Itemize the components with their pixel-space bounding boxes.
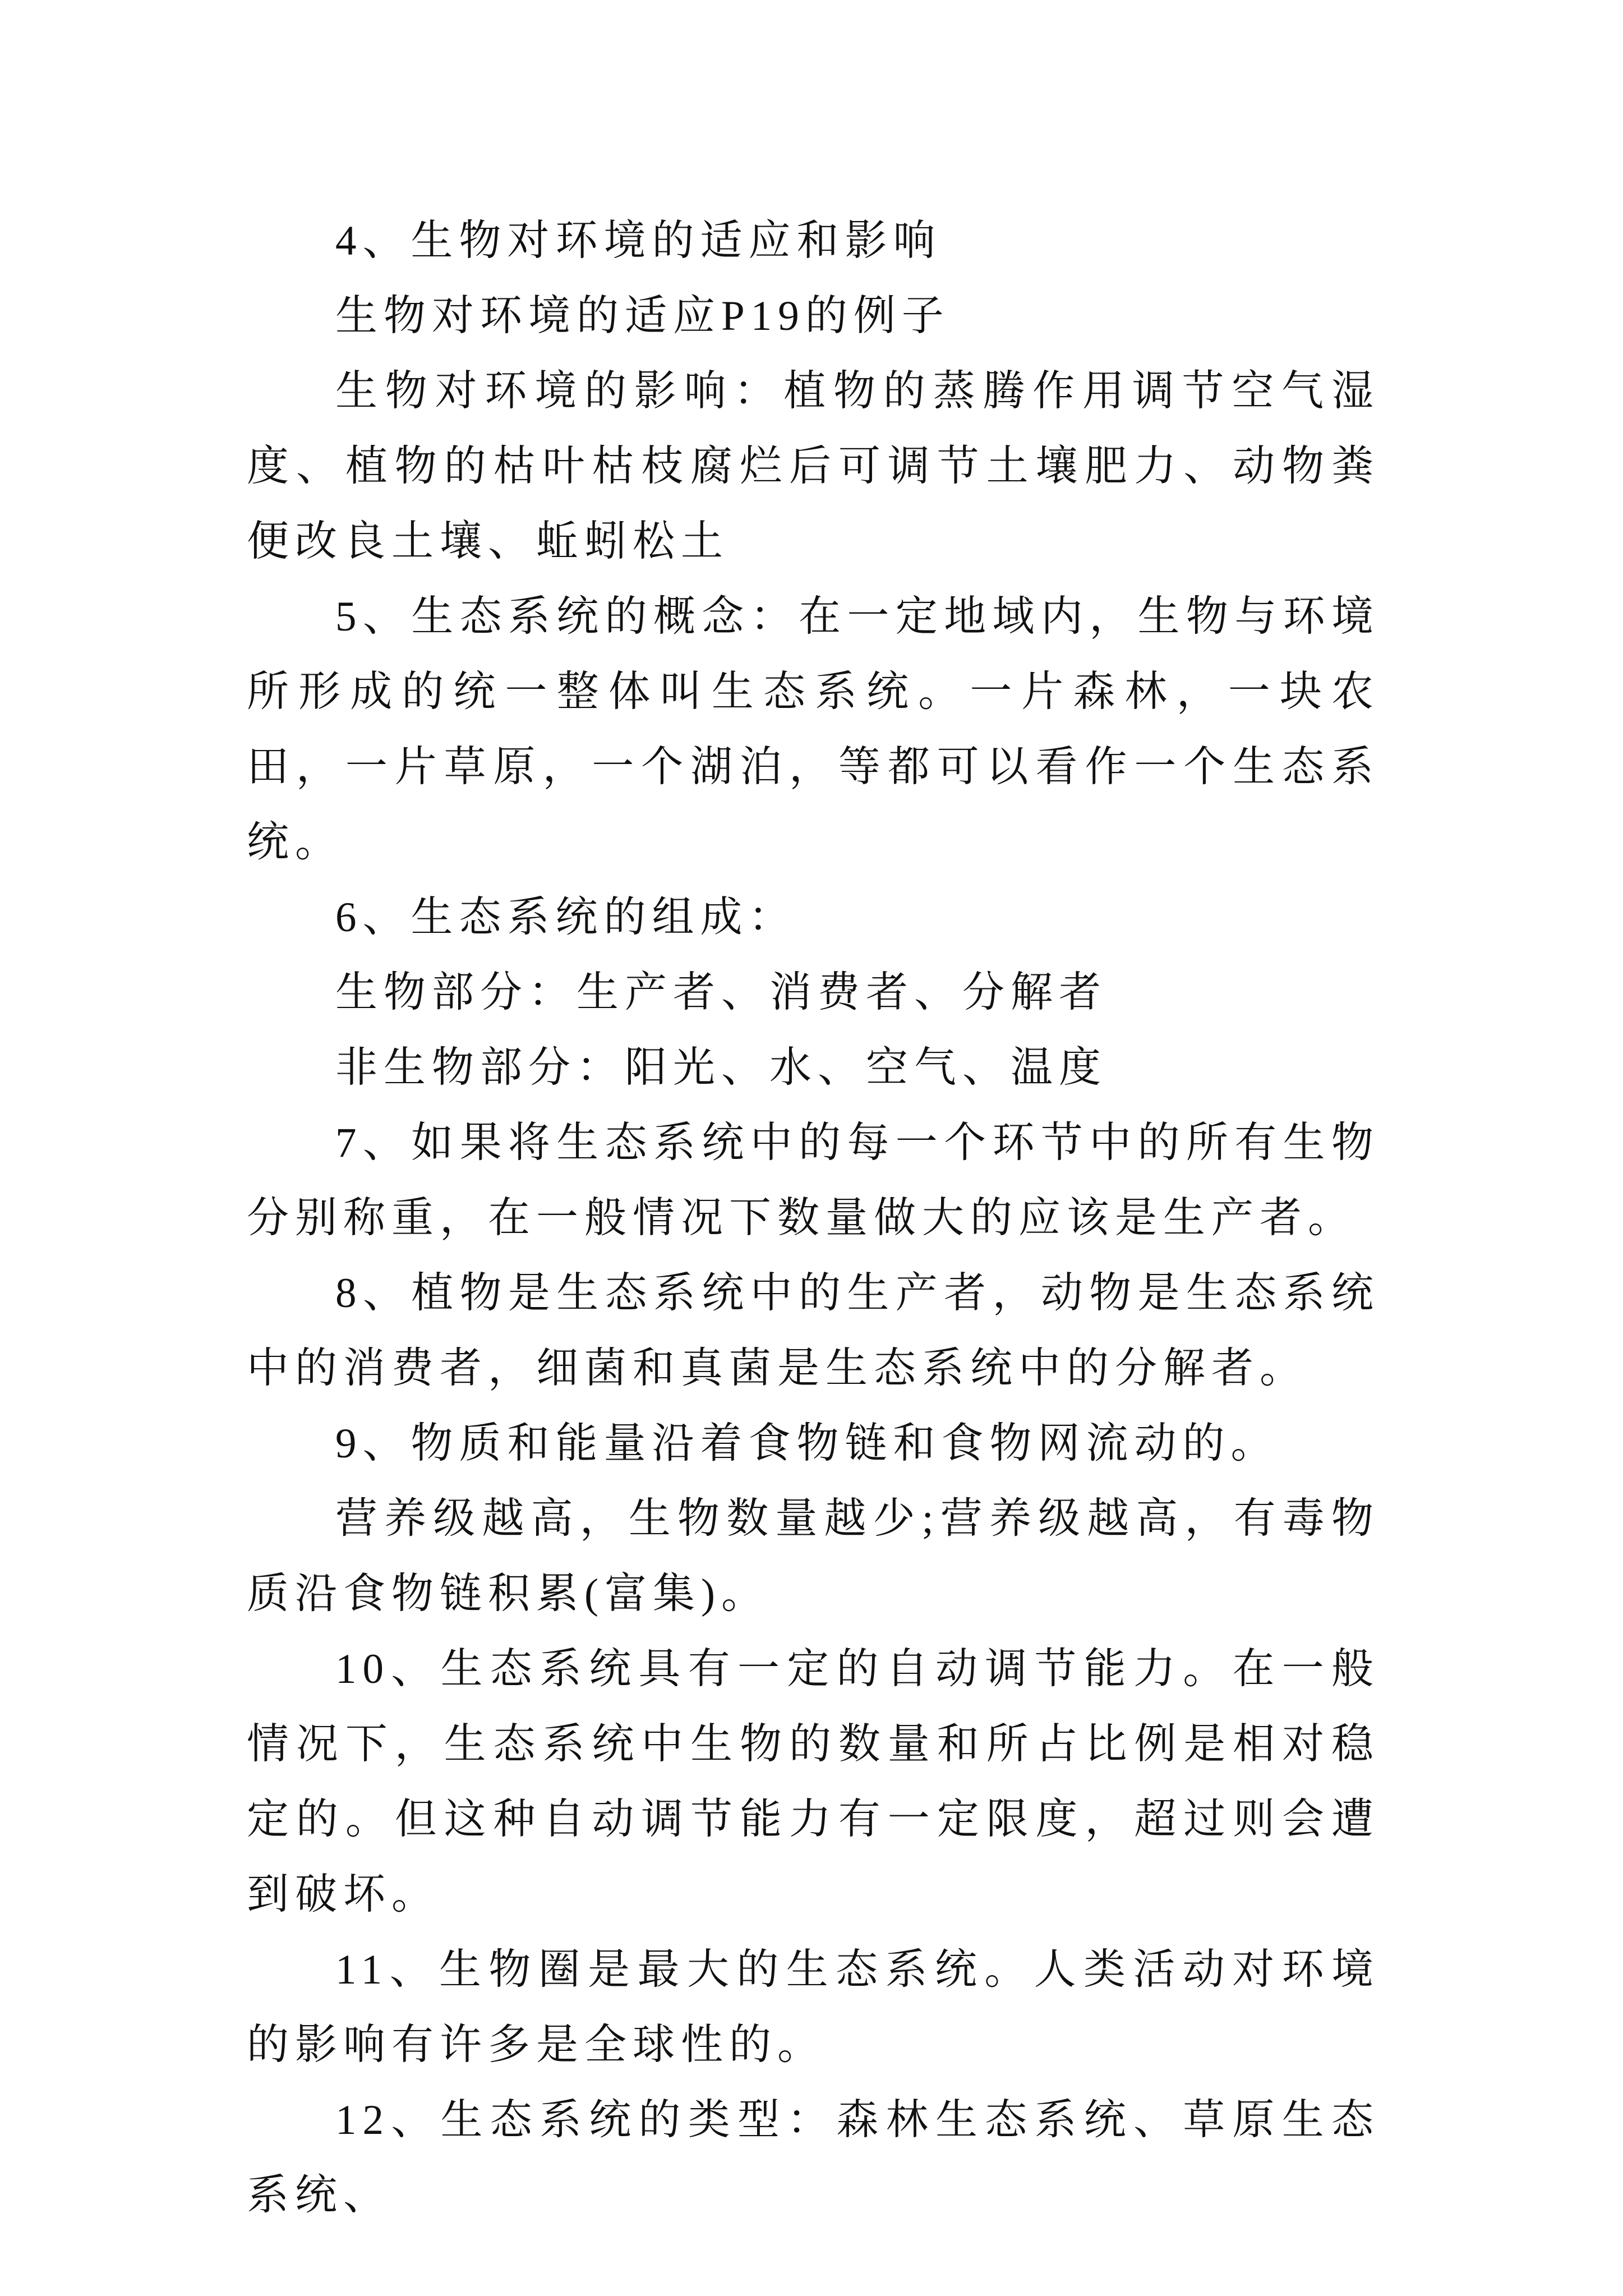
paragraph-producer-weight: 7、如果将生态系统中的每一个环节中的所有生物分别称重，在一般情况下数量做大的应该是生产者。	[247, 1120, 1380, 1241]
paragraph-biotic-components: 生物部分：生产者、消费者、分解者	[335, 969, 1108, 1016]
paragraph-self-regulation: 10、生态系统具有一定的自动调节能力。在一般情况下，生态系统中生物的数量和所占比例是相对稳定的。但这种自动调节能力有一定限度，超过则会遭到破坏。	[247, 1646, 1380, 1918]
paragraph-roles: 8、植物是生态系统中的生产者，动物是生态系统中的消费者，细菌和真菌是生态系统中的分解者。	[247, 1270, 1380, 1392]
paragraph-biosphere: 11、生物圈是最大的生态系统。人类活动对环境的影响有许多是全球性的。	[247, 1947, 1380, 2068]
document-body	[247, 204, 1380, 2233]
paragraph-adaptation-example: 生物对环境的适应P19的例子	[335, 293, 950, 339]
paragraph-abiotic-components: 非生物部分：阳光、水、空气、温度	[335, 1045, 1108, 1091]
paragraph-adaptation-heading: 4、生物对环境的适应和影响	[335, 218, 942, 264]
paragraph-ecosystem-types: 12、生态系统的类型：森林生态系统、草原生态系统、	[247, 2097, 1380, 2219]
paragraph-ecosystem-composition: 6、生态系统的组成：	[335, 894, 797, 941]
paragraph-trophic-levels: 营养级越高，生物数量越少;营养级越高，有毒物质沿食物链积累(富集)。	[247, 1496, 1380, 1617]
paragraph-environment-influence: 生物对环境的影响：植物的蒸腾作用调节空气湿度、植物的枯叶枯枝腐烂后可调节土壤肥力、动物粪便改良土壤、蚯蚓松土	[247, 368, 1380, 565]
paragraph-ecosystem-concept: 5、生态系统的概念：在一定地域内，生物与环境所形成的统一整体叫生态系统。一片森林，一块农田，一片草原，一个湖泊，等都可以看作一个生态系统。	[247, 593, 1380, 866]
paragraph-energy-flow: 9、物质和能量沿着食物链和食物网流动的。	[335, 1420, 1279, 1467]
